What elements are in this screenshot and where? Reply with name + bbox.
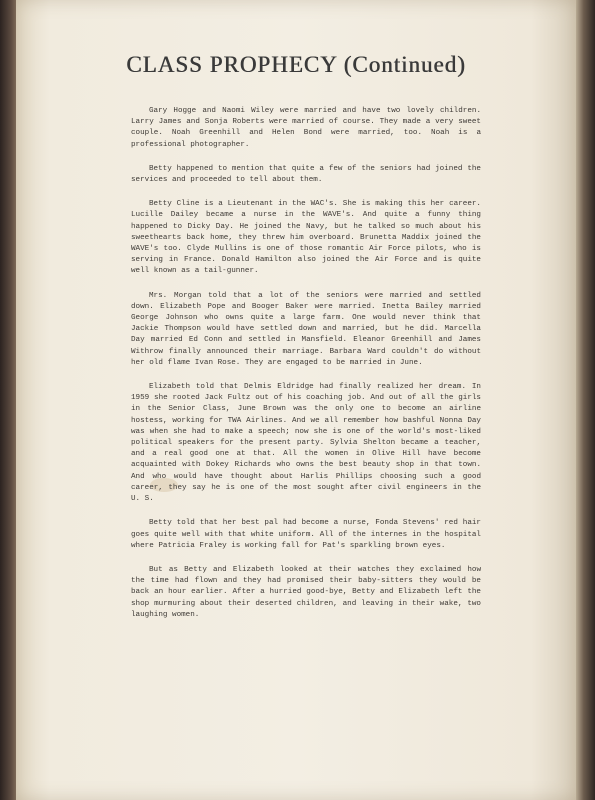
paragraph: Gary Hogge and Naomi Wiley were married and have two lovely children. Larry James and Sonja Roberts were married of course. They made a very sweet couple. Noah Greenhill and Helen Bond were married, too. Noah is a professional photographer. [131, 107, 481, 149]
paragraph: But as Betty and Elizabeth looked at their watches they exclaimed how the time had flown and they had promised their baby-sitters they would be back an hour earlier. After a hurried good-bye, Betty and Elizabeth left the shop murmuring about their deserted children, and leaving in their wake, two laughing women. [131, 565, 481, 619]
document-body [131, 106, 481, 634]
paragraph: Betty happened to mention that quite a few of the seniors had joined the services and proceeded to tell about them. [131, 164, 481, 185]
paragraph: Betty told that her best pal had become a nurse, Fonda Stevens' red hair goes quite well with that white uniform. All of the internes in the hospital where Patricia Fraley is working fall for Pat's sparkling brown eyes. [131, 519, 481, 550]
paragraph: Elizabeth told that Delmis Eldridge had finally realized her dream. In 1959 she rooted Jack Fultz out of his coaching job. And out of all the girls in the Senior Class, June Brown was the only one to become an airline hostess, working for TWA Airlines. And we all remember how bashful Nonna Day was when she had to make a speech; now she is one of the world's most-liked political speakers for the present party. Sylvia Shelton became a teacher, and a real good one at that. All the women in Olive Hill have become acquainted with Dokey Richards who owns the best beauty shop in that town. And who would have thought about Harlis Phillips choosing such a good career, they say he is one of the most sought after civil engineers in the U. S. [131, 383, 481, 504]
page-edge-shadow [576, 0, 595, 800]
paragraph: Betty Cline is a Lieutenant in the WAC's. She is making this her career. Lucille Dailey became a nurse in the WAVE's. And quite a funny thing happened to Dicky Day. He joined the Navy, but he talked so much about his sweethearts back home, they threw him overboard. Brunetta Maddix joined the WAVE's too. Clyde Mullins is one of those romantic Air Force pilots, who is serving in France. Donald Hamilton also joined the Air Force and is quite well known as a tail-gunner. [131, 200, 481, 276]
paragraph: Mrs. Morgan told that a lot of the seniors were married and settled down. Elizabeth Pope and Booger Baker were married. Inetta Bailey married George Johnson who owns quite a large farm. One would never think that Jackie Thompson would have settled down and married, but he did. Marcella Day married Ed Conn and settled in Mansfield. Eleanor Greenhill and James Withrow finally announced their marriage. Barbara Ward couldn't do without her old flame Ivan Rose. They are engaged to be married in June. [131, 291, 481, 367]
page-title: CLASS PROPHECY (Continued) [126, 52, 466, 77]
